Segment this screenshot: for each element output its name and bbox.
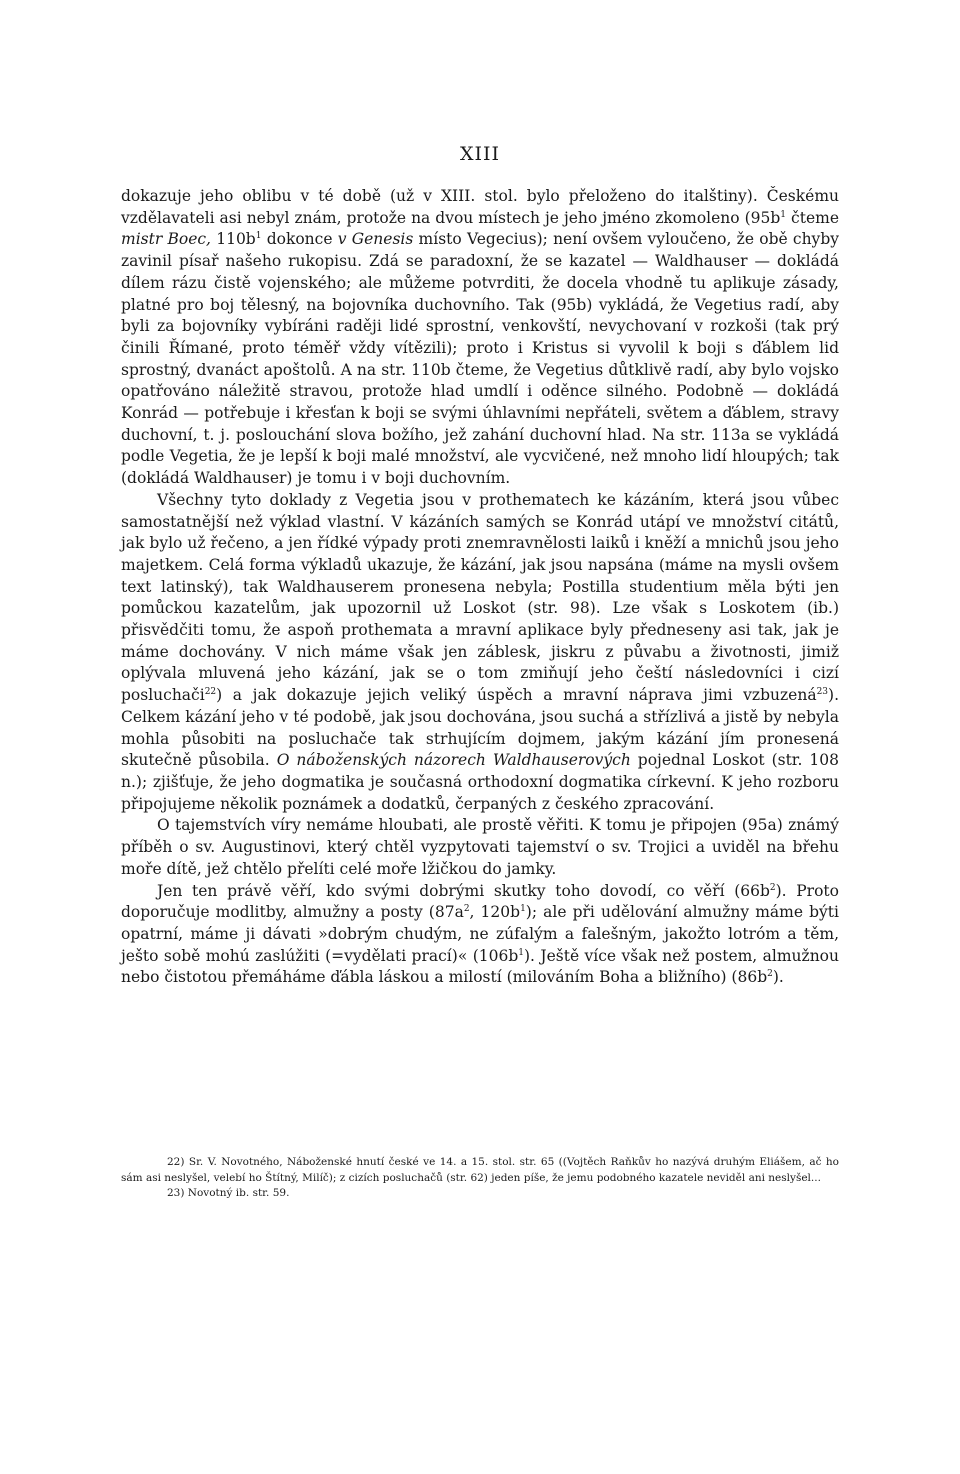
- footnote: 22) Sr. V. Novotného, Náboženské hnutí české ve 14. a 15. stol. str. 65 ((Vojtěch Raňkův ho nazývá druhým Eliášem, ač ho sám asi neslyšel, velebí ho Štítný, Milíč); z cizích posluchačů (str. 62) jeden píše, že jemu podobného kazatele neviděl ani neslyšel...: [121, 1156, 839, 1184]
- text-segment: místo Vegecius); není ovšem vyloučeno, že obě chyby zavinil písař našeho rukopisu. Zdá se paradoxní, že se kazatel — Waldhauser — dokládá dílem rázu čistě vojenského; ale můžeme potvrditi, že docela vhodně tu aplikuje zásady, platné pro boj tělesný, na bojovníka duchovního. Tak (95b) vykládá, že Vegetius radí, aby byli za bojovníky vybíráni raději lidé sprostní, venkovští, nevychovaní v rozkoši (tak prý činili Římané, proto téměř vždy vítězili); proto i Kristus si vyvolil k boji s ďáblem lid sprostný, dvanáct apoštolů. A na str. 110b čteme, že Vegetius důtklivě radí, aby bylo vojsko opatřováno náležitě stravou, protože hlad umdlí i oděnce silného. Podobně — dokládá Konrád — potřebuje i křesťan k boji se svými úhlavními nepřáteli, světem a ďáblem, stravy duchovní, t. j. poslouchání slova božího, jež zahání duchovní hlad. Na str. 113a se vykládá podle Vegetia, že je lepší k boji malé množství, ale vycvičené, než mnoho lidí hloupých; tak (dokládá Waldhauser) je tomu i v boji duchovním.: [121, 230, 839, 488]
- superscript: 1: [520, 904, 526, 915]
- text-segment: dokazuje jeho oblibu v té době (už v XIII. stol. bylo přeloženo do italštiny). Českému vzdělavateli asi nebyl znám, protože na dvou místech je jeho jméno zkomoleno (95b: [121, 187, 839, 227]
- body-text: [121, 186, 839, 989]
- italic-text: v Genesis: [337, 230, 414, 249]
- superscript: 1: [780, 209, 787, 220]
- superscript: 1: [518, 947, 524, 958]
- text-segment: Všechny tyto doklady z Vegetia jsou v prothematech ke kázáním, která jsou vůbec samostatnější než výklad vlastní. V kázáních samých se Konrád utápí ve množství citátů, jak bylo už řečeno, a jen řídké výpady proti znemravnělosti laiků i kněží a mnichů jsou jeho majetkem. Celá forma výkladů ukazuje, že kázání, jak jsou napsána (máme na mysli ovšem text latinský), tak Waldhauserem pronesena nebyla; Postilla studentium měla býti jen pomůckou kazatelům, jak upozornil už Loskot (str. 98). Lze však s Loskotem (ib.) přisvědčiti tomu, že aspoň prothemata a mravní aplikace byly předneseny asi tak, jak je máme dochovány. V nich máme však jen záblesk, jiskru z půvabu a životnosti, jimiž oplývala mluvená jeho kázání, jak se o tom zmiňují jeho čeští následovníci i cizí posluchači: [121, 490, 839, 705]
- text-segment: ). Ještě více však než postem, almužnou nebo čistotou přemáháme ďábla láskou a milostí (milováním Boha a bližního) (86b: [121, 946, 839, 987]
- paragraph: [121, 815, 839, 880]
- text-segment: O tajemstvích víry nemáme hloubati, ale prostě věřiti. K tomu je připojen (95a) známý příběh o sv. Augustinovi, který chtěl vyzpytovati tajemství o sv. Trojici a uviděl na břehu moře dítě, jež chtělo přelíti celé moře lžičkou do jamky.: [121, 816, 839, 878]
- page-number: XIII: [459, 143, 501, 165]
- superscript: 22: [204, 687, 217, 698]
- text-segment: dokonce: [261, 230, 338, 249]
- superscript: 2: [463, 904, 470, 915]
- text-segment: 110b: [210, 230, 256, 249]
- footnote: 23) Novotný ib. str. 59.: [167, 1187, 290, 1199]
- superscript: 23: [816, 687, 829, 698]
- text-segment: ). Proto doporučuje modlitby, almužny a posty (87a: [121, 881, 839, 922]
- paragraph: [121, 186, 839, 490]
- superscript: 1: [255, 231, 262, 242]
- text-segment: pojednal Loskot (str. 108 n.); zjišťuje, že jeho dogmatika je současná orthodoxní dogmatika církevní. K jeho rozboru připojujeme několik poznámek a dodatků, čerpaných z českého zpracování.: [121, 751, 839, 813]
- italic-text: O náboženských názorech Waldhauserových: [276, 751, 631, 770]
- text-segment: čteme: [786, 208, 839, 227]
- superscript: 2: [767, 969, 773, 980]
- italic-text: mistr Boec,: [121, 230, 211, 249]
- paragraph: [121, 881, 839, 990]
- text-segment: ).: [772, 968, 784, 987]
- text-segment: Jen ten právě věří, kdo svými dobrými skutky toho dovodí, co věří (66b: [157, 881, 770, 900]
- paragraph: [121, 490, 839, 816]
- superscript: 2: [769, 882, 776, 893]
- text-segment: ); ale při udělování almužny máme býti opatrní, máme ji dávati »dobrým chudým, ne zúfalým a falešným, jakožto lotróm a těm, ješto sobě mohú zaslúžiti (=vydělati prací)« (106b: [121, 903, 839, 965]
- text-segment: ) a jak dokazuje jejich veliký úspěch a mravní náprava jimi vzbuzená: [216, 686, 817, 705]
- text-segment: ). Celkem kázání jeho v té podobě, jak jsou dochována, jsou suchá a střízlivá a jistě by nebyla mohla působiti na posluchače tak strhujícím dojmem, jakým kázání jím pronesená skutečně působila.: [121, 686, 839, 770]
- footnotes: [121, 1155, 839, 1202]
- text-segment: , 120b: [469, 903, 521, 922]
